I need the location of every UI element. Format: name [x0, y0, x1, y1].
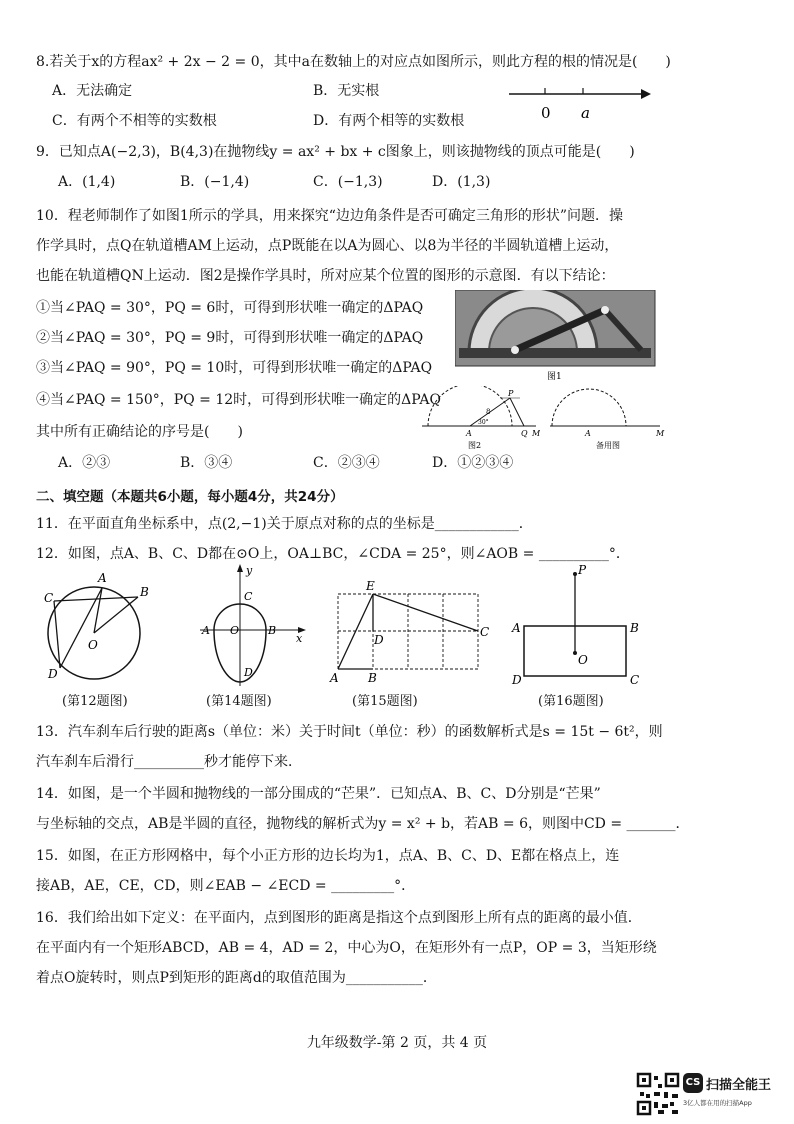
- svg-text:D: D: [374, 633, 384, 647]
- svg-text:A: A: [330, 671, 339, 685]
- q10-line-1: 10．程老师制作了如图1所示的学具，用来探究“边边角条件是否可确定三角形的形状”问题．操: [36, 208, 624, 224]
- svg-text:M: M: [656, 429, 665, 438]
- figure-2-caption: 图2: [468, 441, 482, 450]
- q10-ask: 其中所有正确结论的序号是( ): [36, 424, 243, 440]
- q9-option-c: C．(−1,3): [313, 174, 383, 190]
- q10-conclusion-4: ④当∠PAQ = 150°，PQ = 12时，可得到形状唯一确定的ΔPAQ: [36, 392, 441, 408]
- svg-text:y: y: [246, 564, 253, 577]
- svg-text:O: O: [578, 653, 588, 667]
- q8-stem: 8.若关于x的方程ax² + 2x − 2 = 0，其中a在数轴上的对应点如图所示，则此方程的根的情况是( ): [36, 54, 671, 70]
- svg-text:Q: Q: [521, 429, 528, 438]
- q9-option-d: D．(1,3): [432, 174, 491, 190]
- svg-text:M: M: [532, 429, 540, 438]
- q10-option-a: A．②③: [58, 455, 111, 471]
- svg-text:A: A: [512, 621, 521, 635]
- q10-line-2: 作学具时，点Q在轨道槽AM上运动，点P既能在以A为圆心、以8为半径的半圆轨道槽上运动，: [36, 238, 619, 254]
- q14-line-1: 14．如图，是一个半圆和抛物线的一部分围成的“芒果”．已知点A、B、C、D分别是“芒果”: [36, 786, 601, 802]
- svg-text:A: A: [202, 624, 210, 637]
- figure-2-diagram: [420, 386, 540, 452]
- q15-line-1: 15．如图，在正方形网格中，每个小正方形的边长均为1，点A、B、C、D、E都在格点上，连: [36, 848, 620, 864]
- svg-text:C: C: [630, 673, 640, 687]
- figure-1-photo: [455, 290, 665, 382]
- q10-option-b: B．③④: [180, 455, 233, 471]
- svg-text:P: P: [578, 563, 587, 577]
- q11-text: 11．在平面直角坐标系中，点(2,−1)关于原点对称的点的坐标是____________．: [36, 516, 533, 532]
- figure-12-caption: (第12题图): [62, 694, 128, 709]
- q16-line-3: 着点O旋转时，则点P到矩形的距离d的取值范围为___________．: [36, 970, 437, 986]
- q9-stem: 9．已知点A(−2,3)，B(4,3)在抛物线y = ax² + bx + c图象上，则该抛物线的顶点可能是( ): [36, 144, 635, 160]
- q12-text: 12．如图，点A、B、C、D都在⊙O上，OA⊥BC，∠CDA = 25°，则∠AOB = __________°．: [36, 546, 630, 562]
- svg-text:C: C: [44, 591, 54, 605]
- q13-line-1: 13．汽车刹车后行驶的距离s（单位：米）关于时间t（单位：秒）的函数解析式是s = 15t − 6t²，则: [36, 724, 663, 740]
- q10-option-c: C．②③④: [313, 455, 380, 471]
- q14-line-2: 与坐标轴的交点，AB是半圆的直径，抛物线的解析式为y = x² + b，若AB = 6，则图中CD = _______．: [36, 816, 690, 832]
- svg-text:x: x: [296, 632, 303, 645]
- figure-12-circle: [40, 566, 170, 686]
- svg-text:C: C: [244, 590, 253, 603]
- svg-text:B: B: [268, 624, 277, 637]
- camscanner-logo-icon: CS: [683, 1073, 703, 1093]
- spare-figure-diagram: [548, 386, 666, 452]
- section-2-heading: 二、填空题（本题共6小题，每小题4分，共24分）: [36, 489, 344, 505]
- q8-option-d: D．有两个相等的实数根: [313, 113, 465, 129]
- svg-text:D: D: [244, 666, 253, 679]
- svg-text:D: D: [48, 667, 58, 681]
- q13-line-2: 汽车刹车后滑行__________秒才能停下来．: [36, 754, 302, 770]
- q16-line-1: 16．我们给出如下定义：在平面内，点到图形的距离是指这个点到图形上所有点的距离的最小值．: [36, 910, 642, 926]
- axis-a-label: a: [581, 104, 590, 122]
- svg-text:A: A: [98, 571, 107, 585]
- q10-conclusion-1: ①当∠PAQ = 30°，PQ = 6时，可得到形状唯一确定的ΔPAQ: [36, 300, 424, 316]
- figure-14-mango: [190, 562, 310, 690]
- svg-text:A: A: [585, 429, 591, 438]
- number-line-figure: [505, 78, 655, 124]
- svg-text:8: 8: [486, 408, 491, 416]
- q9-option-a: A．(1,4): [58, 174, 116, 190]
- figure-15-grid: [322, 574, 492, 686]
- axis-zero-label: 0: [541, 104, 551, 122]
- svg-text:C: C: [480, 625, 490, 639]
- svg-text:A: A: [466, 429, 472, 438]
- badge-app-name: 扫描全能王: [706, 1078, 772, 1093]
- svg-text:30°: 30°: [478, 419, 489, 426]
- q10-option-d: D．①②③④: [432, 455, 514, 471]
- svg-text:B: B: [368, 671, 377, 685]
- q10-conclusion-3: ③当∠PAQ = 90°，PQ = 10时，可得到形状唯一确定的ΔPAQ: [36, 360, 433, 376]
- q10-conclusion-2: ②当∠PAQ = 30°，PQ = 9时，可得到形状唯一确定的ΔPAQ: [36, 330, 424, 346]
- figure-14-caption: (第14题图): [206, 694, 272, 709]
- figure-15-caption: (第15题图): [352, 694, 418, 709]
- q16-line-2: 在平面内有一个矩形ABCD，AB = 4，AD = 2，中心为O，在矩形外有一点P，OP = 3，当矩形绕: [36, 940, 657, 956]
- svg-text:D: D: [512, 673, 522, 687]
- svg-text:E: E: [366, 579, 375, 593]
- figure-1-caption: 图1: [547, 372, 562, 382]
- q8-option-c: C．有两个不相等的实数根: [52, 113, 217, 129]
- q10-line-3: 也能在轨道槽QN上运动．图2是操作学具时，所对应某个位置的图形的示意图．有以下结论：: [36, 268, 615, 284]
- svg-text:O: O: [88, 638, 98, 652]
- q15-line-2: 接AB，AE，CE，CD，则∠EAB − ∠ECD = _________°．: [36, 878, 416, 894]
- q8-option-b: B．无实根: [313, 83, 380, 99]
- spare-figure-caption: 备用图: [596, 441, 620, 450]
- svg-text:P: P: [508, 389, 514, 398]
- badge-tagline: 3亿人都在用的扫描App: [683, 1099, 752, 1107]
- figure-16-rectangle: [506, 560, 656, 688]
- figure-16-caption: (第16题图): [538, 694, 604, 709]
- svg-text:B: B: [140, 585, 149, 599]
- qr-code-icon: [636, 1072, 680, 1116]
- q8-option-a: A．无法确定: [52, 83, 133, 99]
- q9-option-b: B．(−1,4): [180, 174, 250, 190]
- svg-text:B: B: [630, 621, 639, 635]
- svg-text:O: O: [230, 624, 240, 637]
- page-footer: 九年级数学-第 2 页，共 4 页: [306, 1035, 488, 1051]
